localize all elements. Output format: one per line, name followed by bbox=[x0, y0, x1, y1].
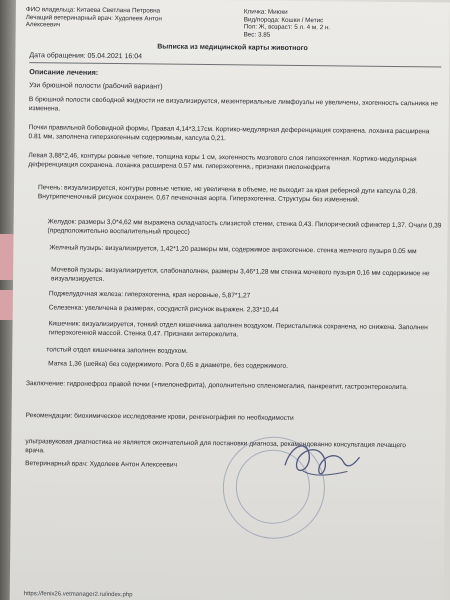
paragraph-right-kidney: Почки правильной бобовидной формы, Правая 4,14*3,17см. Кортико-медулярная деференциация сохранена. лоханка расширена 0.81 мм, заполнена гиперэхогенным содержимым, капсула 0,21. bbox=[28, 124, 430, 142]
patient-block bbox=[244, 8, 444, 40]
owner-block bbox=[26, 6, 231, 31]
medical-record-sheet bbox=[10, 0, 450, 600]
recommendations: Рекомендации: биохимическое исследование крови, ренгенография по необходимости bbox=[25, 412, 294, 422]
doctor-line-cont: Алексеевич bbox=[25, 21, 61, 29]
pet-sex-age: Пол: Ж, возраст: 5 л. 4 м. 2 н. bbox=[243, 23, 331, 32]
paragraph-stomach: Желудок: размеры 3,0*4,62 мм выражена складчатость слизистой стенки, стенка 0,43. Пилорический сфинктер 1,37. Очаги 0,39 (предположительно воспалительный процесс) bbox=[47, 218, 442, 236]
paragraph-bladder: Мочевой пузырь: визуализируется, слабонаполнен, размеры 3,46*1,28 мм стенка мочевого пузыря 0,16 мм содержимое не визуализируется. bbox=[51, 266, 430, 283]
footer-url: https://fenix26.vetmanager2.ru/index.php bbox=[23, 591, 133, 599]
paragraph-pancreas: Поджелудочная железа: гиперэхогенна, края неровные, 5,87*1,27 bbox=[48, 290, 251, 300]
paragraph-uterus: Матка 1,36 (шейка) без содержимого. Рога 0,65 в диаметре, без содержимого. bbox=[48, 360, 289, 370]
paragraph-left-kidney: Левая 3,88*2,46, контуры ровные четкие, толщина коры 1 см, эхогенность мозгового слоя гипоэхогенная. Кортико-медулярная деференциация сохранена. лоханка расширена 0.57 мм. гиперэхогенна., признаки пиелонефрита bbox=[28, 152, 417, 171]
visit-date: Дата обращения: 05.04.2021 16:04 bbox=[29, 52, 143, 61]
paragraph-spleen: Селезенка: увеличена в размерах, сосудистй рисунок выражен. 2,33*10,44 bbox=[48, 304, 279, 314]
document-title: Выписка из медицинской карты животного bbox=[157, 43, 308, 53]
pet-species: Вид/порода: Кошки / Метис bbox=[243, 15, 324, 24]
handwritten-signature bbox=[273, 431, 364, 492]
exam-title: Узи брюшной полости (рабочий вариант) bbox=[29, 82, 163, 91]
record-header bbox=[25, 6, 436, 39]
conclusion: Заключение: гидронефроз правой почки (+пиелонефрита), дополнительно спленомегалия, панкреатит, гастроэнтероколита. bbox=[25, 380, 408, 392]
doctor-signature-line: Ветеринарный врач: Худолеев Антон Алексеевич bbox=[25, 460, 178, 469]
divider-top bbox=[29, 62, 441, 67]
doctor-line: Лечащий ветеринарный врач: Худолеев Антон bbox=[25, 13, 162, 23]
pet-weight: Вес: 3.85 bbox=[243, 31, 271, 39]
paragraph-gallbladder: Желчный пузырь: визуализируется, 1,42*1,20 размеры мм, содержимое анрэхогенное. стенка желчного пузыря 0.05 мм bbox=[49, 244, 417, 256]
owner-line: ФИО владельца: Китаева Светлана Петровна bbox=[25, 6, 161, 15]
paragraph-abdomen: В брюшной полости свободной жидкости не визуализируется, мезентериальные лимфоузлы не увеличены, эхогенность сальника не изменена. bbox=[28, 96, 438, 113]
paragraph-liver: Печень: визуализируется, контуры ровные четкие, не увеличена в объеме, не выходит за края реберной дуги капсула 0,28. Внутрипеченочный рисунок сохранен. 0,67 печеночная аорта. Гиперэхогенна. Структуры без изменений. bbox=[37, 184, 418, 204]
pet-name: Кличка: Миюки bbox=[243, 8, 288, 16]
paragraph-colon: толстый отдел кишечника заполнен воздухом. bbox=[46, 346, 188, 355]
paragraph-intestine: Кишечник: визуализируется, тонкий отдел кишечника заполнен воздухом. Перистальтика сохранена, но снижена. Заполнен гиперэхогенной массой. Стенка 0,47. Признаки энтероколита. bbox=[48, 320, 428, 338]
section-title: Описание лечения: bbox=[29, 67, 99, 77]
disclaimer: ультразвуковая диагностика не является окончательной для постановки диагноза, рекамендованно консультация лечащего врача. bbox=[25, 438, 406, 454]
